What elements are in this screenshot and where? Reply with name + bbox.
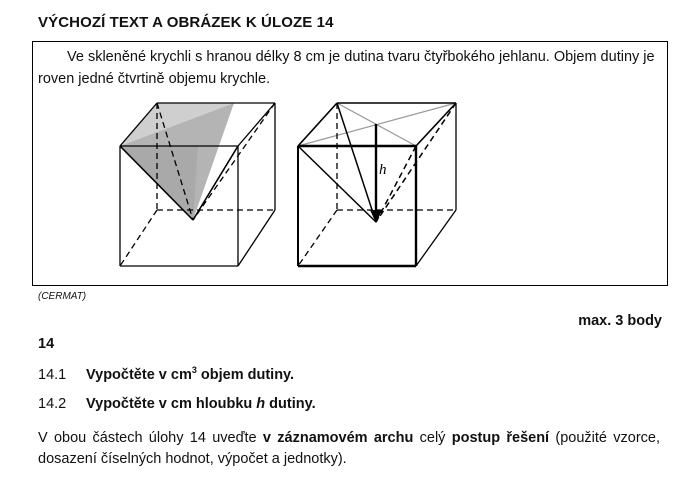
task-14-1 (38, 367, 294, 383)
task-text: Vypočtěte v $cm^3$ objem dutiny. (86, 365, 295, 383)
instructions: V obou částech úlohy 14 uveďte v záznamovém archu celý postup řešení (použité vzorce, dosazení číselných hodnot, výpočet a jednotky). (38, 430, 661, 467)
intro-text: Ve skleněné krychli s hranou délky 8 cm je dutina tvaru čtyřbokého jehlanu. Objem dutiny je roven jedné čtvrtině objemu krychle. (38, 49, 655, 87)
task-text: Vypočtěte v cm hloubku h dutiny. (86, 396, 316, 412)
right-cube (298, 103, 456, 266)
section-heading: VÝCHOZÍ TEXT A OBRÁZEK K ÚLOZE 14 (38, 14, 334, 31)
left-cube (120, 103, 275, 266)
height-label: h (379, 162, 387, 178)
task-number: 14.2 (38, 396, 67, 412)
source-label: (CERMAT) (38, 291, 87, 302)
height-arrowhead (370, 210, 382, 223)
max-points: max. 3 body (578, 313, 662, 329)
task-number: 14.1 (38, 367, 67, 383)
task-14-2 (38, 396, 316, 412)
question-number: 14 (38, 336, 55, 352)
